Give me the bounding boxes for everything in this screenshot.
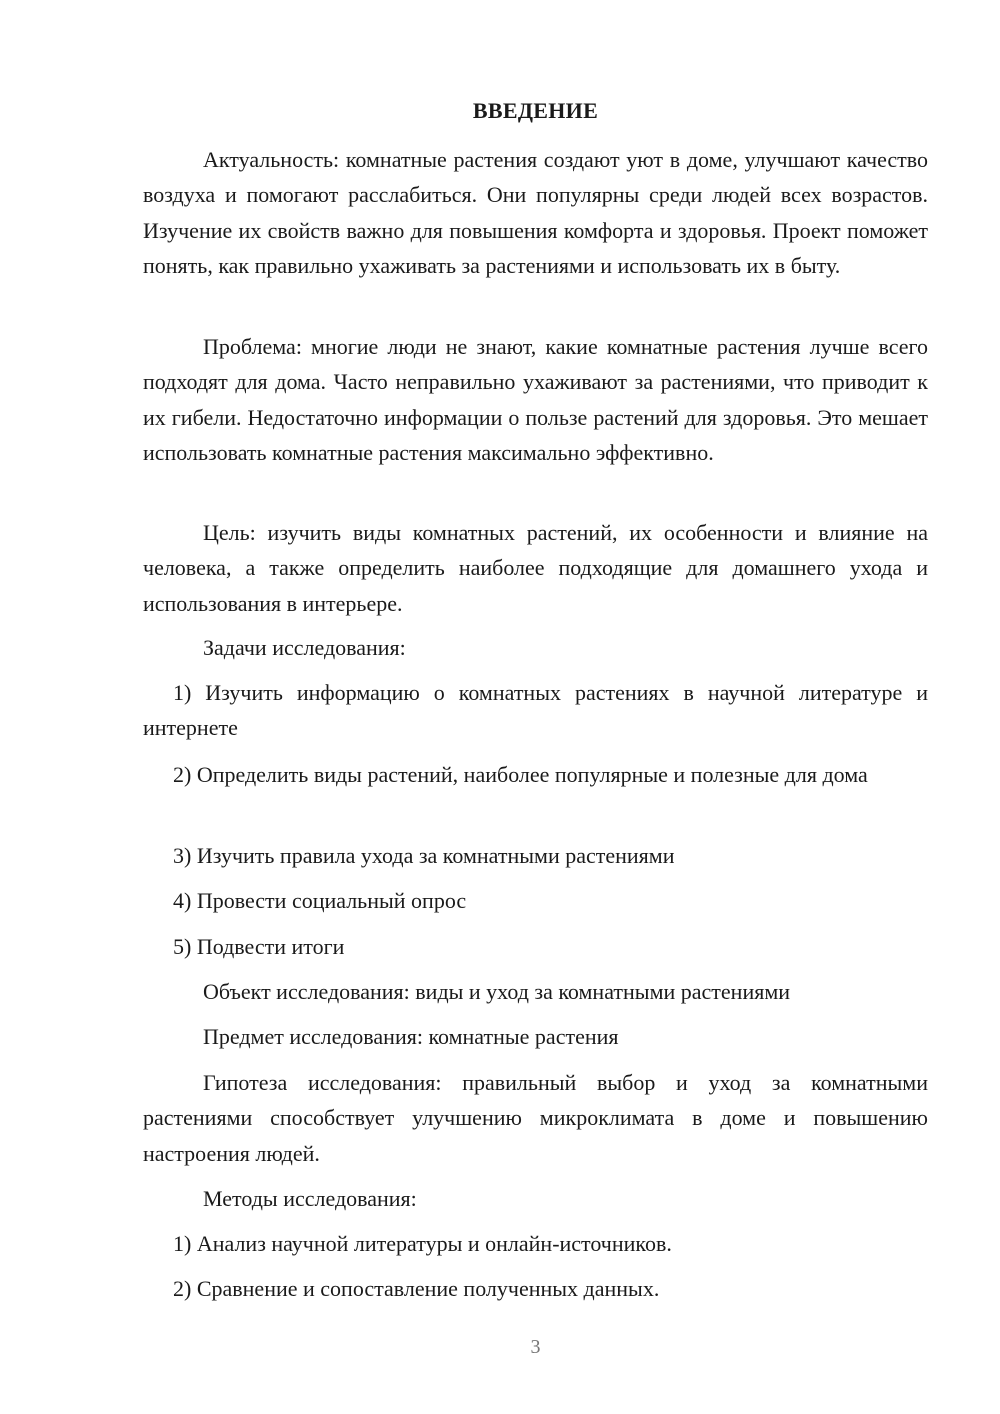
task-item-5: 5) Подвести итоги [173, 934, 345, 959]
paragraph-subject: Предмет исследования: комнатные растения [203, 1024, 619, 1049]
method-item-2: 2) Сравнение и сопоставление полученных данных. [173, 1276, 660, 1301]
paragraph-problem: Проблема: многие люди не знают, какие комнатные растения лучше всего подходят для дома. Часто неправильно ухаживают за растениями, что приводит к их гибели. Недостаточно информации о пользе растений для здоровья. Это мешает использовать комнатные растения максимально эффективно. [143, 334, 928, 465]
paragraph-object: Объект исследования: виды и уход за комнатными растениями [203, 979, 791, 1004]
method-item-1: 1) Анализ научной литературы и онлайн-источников. [173, 1231, 672, 1256]
paragraph-relevance: Актуальность: комнатные растения создают уют в доме, улучшают качество воздуха и помогают расслабиться. Они популярны среди людей всех возрастов. Изучение их свойств важно для повышения комфорта и здоровья. Проект поможет понять, как правильно ухаживать за растениями и использовать их в быту. [143, 147, 928, 278]
task-item-1: 1) Изучить информацию о комнатных растениях в научной литературе и интернете [143, 680, 928, 741]
task-item-4: 4) Провести социальный опрос [173, 888, 467, 913]
task-item-3: 3) Изучить правила ухода за комнатными растениями [173, 843, 675, 868]
page-number: 3 [530, 1336, 541, 1358]
page-title: ВВЕДЕНИЕ [472, 98, 599, 123]
paragraph-hypothesis: Гипотеза исследования: правильный выбор и уход за комнатными растениями способствует улучшению микроклимата в доме и повышению настроения людей. [143, 1070, 928, 1166]
task-item-2: 2) Определить виды растений, наиболее популярные и полезные для дома [173, 762, 868, 787]
methods-title: Методы исследования: [203, 1186, 417, 1211]
paragraph-goal: Цель: изучить виды комнатных растений, их особенности и влияние на человека, а также определить наиболее подходящие для домашнего ухода и использования в интерьере. [143, 520, 928, 616]
tasks-title: Задачи исследования: [203, 635, 406, 660]
